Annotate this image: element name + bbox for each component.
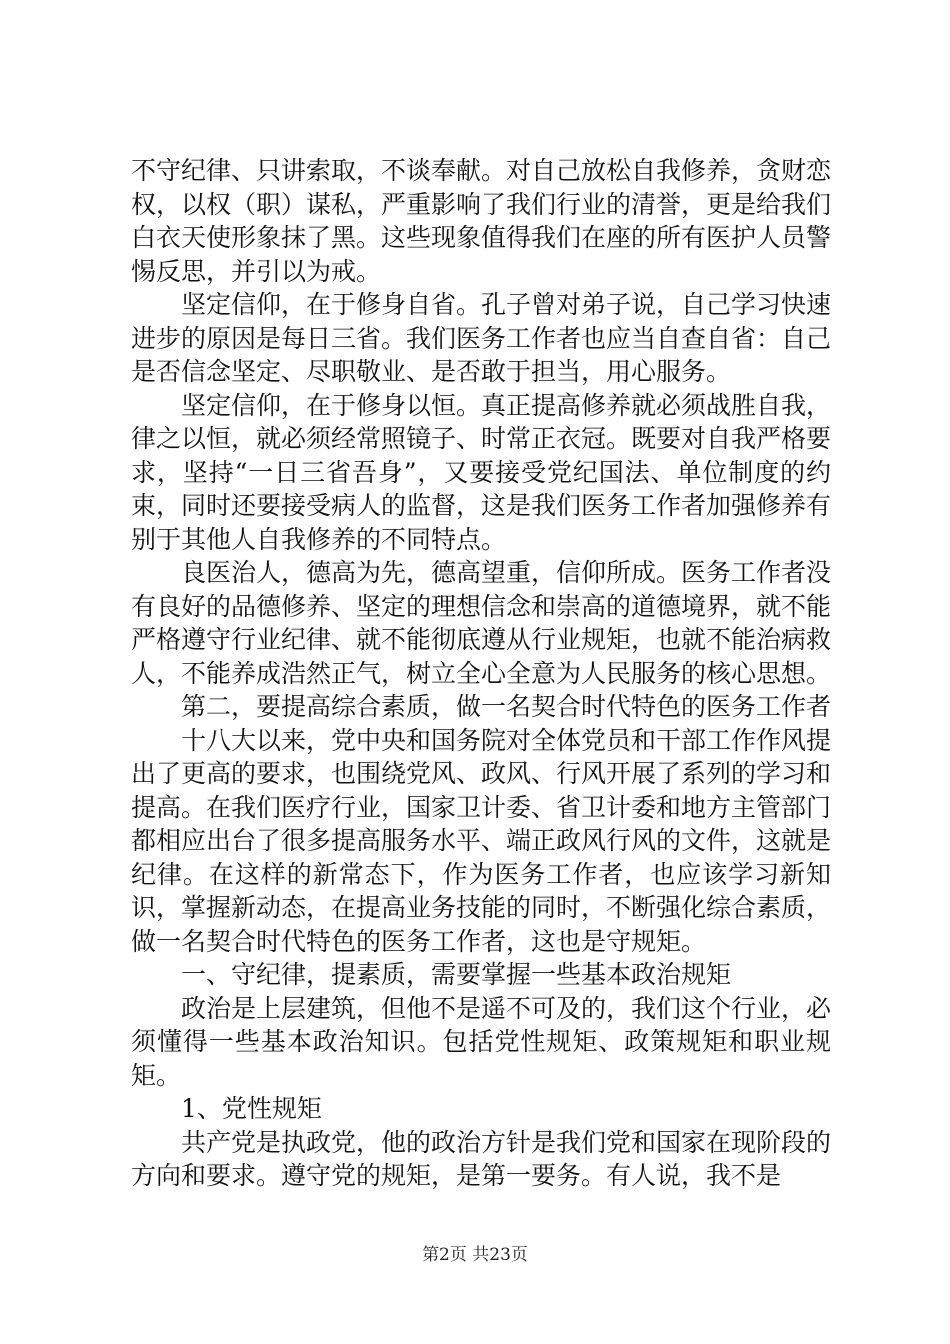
paragraph: 共产党是执政党，他的政治方针是我们党和国家在现阶段的方向和要求。遵守党的规矩，是第一要务。有人说，我不是 [131,1127,832,1190]
paragraph: 十八大以来，党中央和国务院对全体党员和干部工作作风提出了更高的要求，也围绕党风、政风、行风开展了系列的学习和提高。在我们医疗行业，国家卫计委、省卫计委和地方主管部门都相应出台了很多提高服务水平、端正政风行风的文件，这就是纪律。在这样的新常态下，作为医务工作者，也应该学习新知识，掌握新动态，在提高业务技能的同时，不断强化综合素质，做一名契合时代特色的医务工作者，这也是守规矩。 [131,725,832,956]
page-footer [0,1243,950,1267]
page-number: 第2页 共23页 [422,1245,528,1265]
paragraph: 不守纪律、只讲索取，不谈奉献。对自己放松自我修养，贪财恋权，以权（职）谋私，严重影响了我们行业的清誉，更是给我们白衣天使形象抹了黑。这些现象值得我们在座的所有医护人员警惕反思，并引以为戒。 [131,156,832,286]
section-heading: 第二，要提高综合素质，做一名契合时代特色的医务工作者 [181,692,832,721]
paragraph: 政治是上层建筑，但他不是遥不可及的，我们这个行业，必须懂得一些基本政治知识。包括党性规矩、政策规矩和职业规矩。 [131,993,832,1090]
section-heading: 一、守纪律，提素质，需要掌握一些基本政治规矩 [181,960,732,989]
document-body [131,154,831,1193]
paragraph: 坚定信仰，在于修身自省。孔子曾对弟子说，自己学习快速进步的原因是每日三省。我们医务工作者也应当自查自省：自己是否信念坚定、尽职敬业、是否敢于担当，用心服务。 [131,290,832,386]
paragraph: 坚定信仰，在于修身以恒。真正提高修养就必须战胜自我，律之以恒，就必须经常照镜子、时常正衣冠。既要对自我严格要求，坚持“一日三省吾身”，又要接受党纪国法、单位制度的约束，同时还要接受病人的监督，这是我们医务工作者加强修养有别于其他人自我修养的不同特点。 [131,390,832,554]
subsection-heading: 1、党性规矩 [181,1094,322,1123]
paragraph: 良医治人，德高为先，德高望重，信仰所成。医务工作者没有良好的品德修养、坚定的理想信念和崇高的道德境界，就不能严格遵守行业纪律、就不能彻底遵从行业规矩，也就不能治病救人，不能养成浩然正气，树立全心全意为人民服务的核心思想。 [131,558,832,688]
